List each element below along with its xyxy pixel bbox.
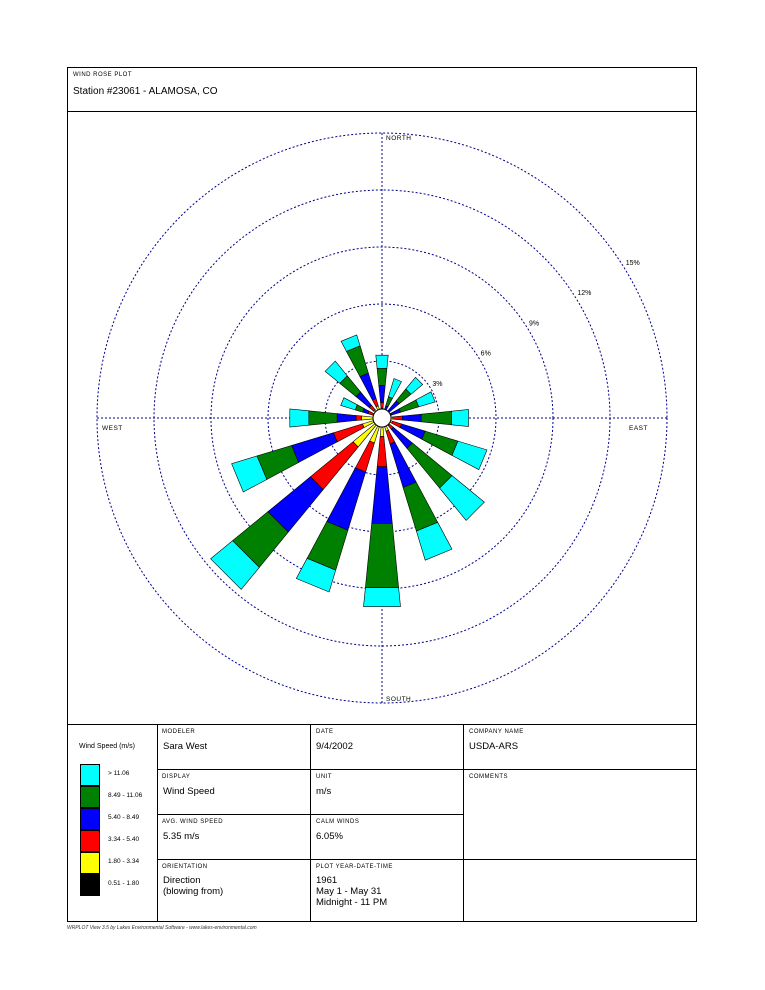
- sector-n-bin-2: [379, 385, 385, 402]
- sector-s-bin-3: [377, 436, 387, 466]
- info-row-divider-3: [157, 859, 697, 860]
- sector-ne-bin-0: [406, 377, 423, 394]
- sector-ese-bin-1: [422, 431, 458, 455]
- sector-se-bin-0: [440, 476, 485, 521]
- sector-ene-bin-0: [416, 392, 435, 407]
- avg-speed-value: 5.35 m/s: [163, 831, 200, 842]
- period-times: Midnight - 11 PM: [316, 897, 388, 908]
- display-value: Wind Speed: [163, 786, 215, 797]
- unit-value: m/s: [316, 786, 332, 797]
- sector-n-bin-0: [376, 355, 388, 368]
- sector-e-bin-0: [452, 410, 469, 427]
- period-year: 1961: [316, 875, 338, 886]
- sector-w-bin-2: [337, 414, 356, 423]
- sector-ese-bin-3: [392, 421, 402, 427]
- info-row-divider-1: [157, 769, 697, 770]
- sector-s-bin-2: [372, 467, 393, 524]
- ring-label-12: 12%: [577, 290, 592, 298]
- legend-label-1: > 11.06: [108, 770, 130, 777]
- west-label: WEST: [102, 425, 123, 432]
- ring-label-6: 6%: [480, 350, 491, 358]
- orientation-label: ORIENTATION: [162, 864, 208, 870]
- plot-type-label: WIND ROSE PLOT: [73, 72, 133, 78]
- info-vdivider-3: [463, 724, 464, 922]
- legend-label-6: 0.51 - 1.80: [108, 880, 140, 887]
- sector-w-bin-1: [309, 411, 337, 425]
- legend-swatch-5: [80, 852, 100, 874]
- ring-label-15: 15%: [625, 259, 640, 267]
- orientation-value-2: (blowing from): [163, 886, 224, 897]
- sector-w-bin-4: [362, 416, 373, 420]
- modeler-label: MODELER: [162, 729, 196, 735]
- station-title: Station #23061 - ALAMOSA, CO: [73, 86, 218, 97]
- sector-nnw-bin-1: [346, 346, 368, 377]
- calm-winds-label: CALM WINDS: [316, 819, 360, 825]
- east-label: EAST: [629, 425, 648, 432]
- calm-circle: [373, 409, 391, 427]
- sector-e-bin-2: [402, 414, 421, 422]
- info-top-divider: [67, 724, 697, 725]
- company-value: USDA-ARS: [469, 741, 519, 752]
- legend-swatch-2: [80, 786, 100, 808]
- legend-label-4: 3.34 - 5.40: [108, 836, 140, 843]
- ring-label-3: 3%: [432, 380, 443, 388]
- software-credit: WRPLOT View 3.5 by Lakes Environmental Software - www.lakes-environmental.com: [67, 925, 257, 931]
- legend-swatch-6: [80, 874, 100, 896]
- legend-label-2: 8.49 - 11.06: [108, 792, 143, 799]
- sector-e-bin-3: [393, 416, 403, 420]
- info-vdivider-1: [157, 724, 158, 922]
- sector-s-bin-4: [380, 427, 384, 436]
- legend-title: Wind Speed (m/s): [79, 743, 136, 750]
- date-value: 9/4/2002: [316, 741, 353, 752]
- comments-label: COMMENTS: [469, 774, 508, 780]
- sector-w-bin-3: [356, 416, 362, 421]
- calm-winds-value: 6.05%: [316, 831, 343, 842]
- modeler-value: Sara West: [163, 741, 208, 752]
- ring-label-9: 9%: [529, 320, 540, 328]
- sector-nne-bin-0: [389, 379, 402, 399]
- sector-n-bin-3: [381, 402, 384, 408]
- sector-s-bin-0: [364, 588, 401, 607]
- display-label: DISPLAY: [162, 774, 191, 780]
- avg-speed-label: AVG. WIND SPEED: [162, 819, 224, 825]
- south-label: SOUTH: [386, 696, 412, 703]
- date-label: DATE: [316, 729, 334, 735]
- sector-wsw-bin-2: [292, 433, 338, 463]
- legend-label-3: 5.40 - 8.49: [108, 814, 140, 821]
- sector-n-bin-1: [377, 368, 387, 385]
- info-vdivider-2: [310, 724, 311, 922]
- sector-e-bin-1: [421, 411, 451, 425]
- sector-sse-bin-1: [403, 482, 438, 531]
- company-label: COMPANY NAME: [469, 729, 524, 735]
- north-label: NORTH: [386, 135, 412, 142]
- sector-ese-bin-0: [452, 441, 487, 470]
- orientation-value-1: Direction: [163, 875, 201, 886]
- period-label: PLOT YEAR-DATE-TIME: [316, 864, 393, 870]
- sector-w-bin-0: [290, 409, 309, 427]
- info-row-divider-2: [157, 814, 463, 815]
- period-dates: May 1 - May 31: [316, 886, 382, 897]
- legend-label-5: 1.80 - 3.34: [108, 858, 140, 865]
- legend-swatch-3: [80, 808, 100, 830]
- unit-label: UNIT: [316, 774, 332, 780]
- sector-wnw-bin-0: [341, 398, 358, 410]
- legend-swatch-4: [80, 830, 100, 852]
- legend-swatch-1: [80, 764, 100, 786]
- sector-s-bin-1: [365, 523, 398, 587]
